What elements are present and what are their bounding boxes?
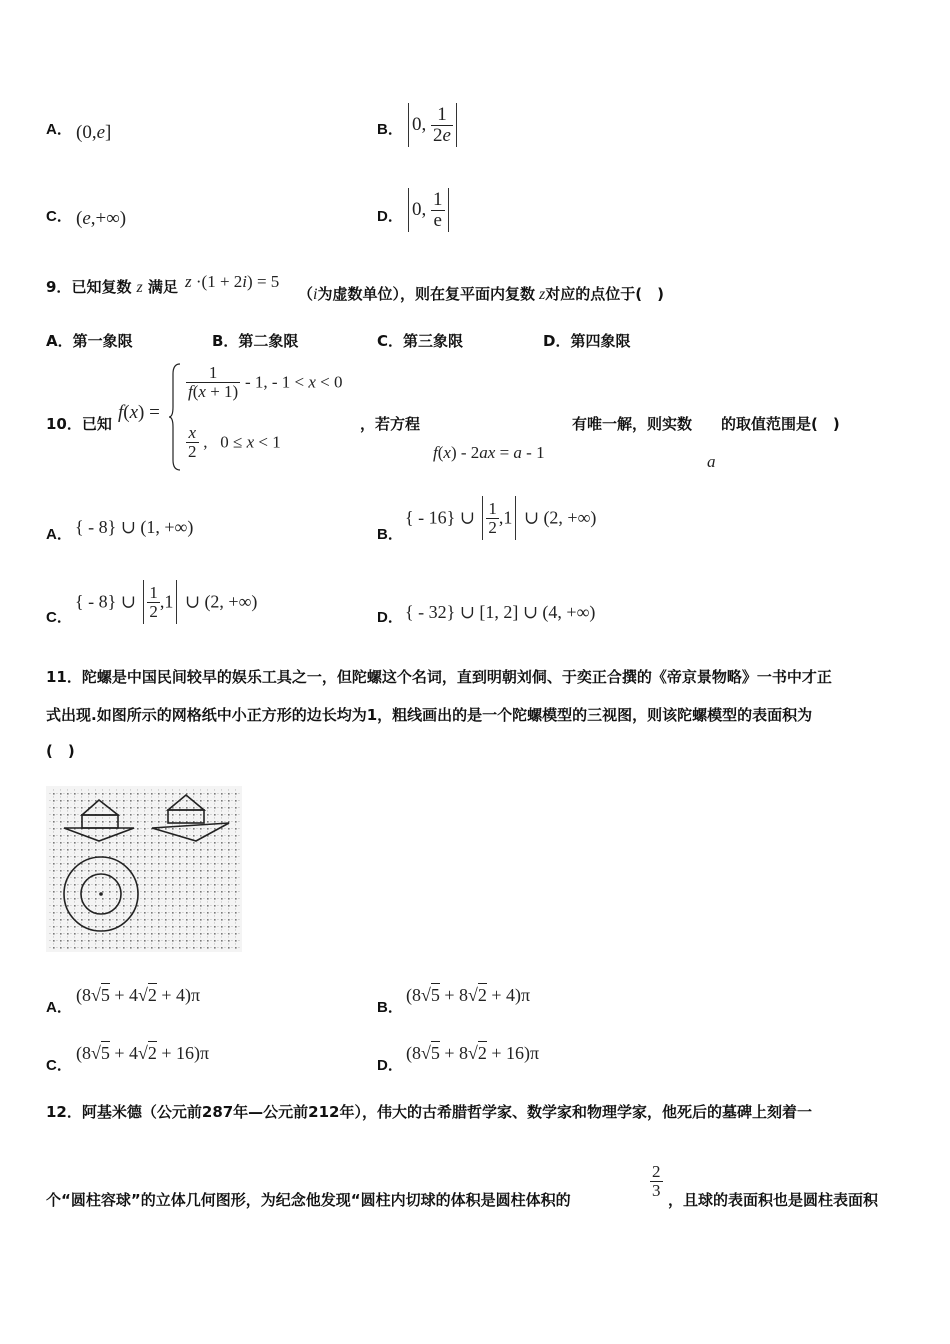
q10-option-b-expr: { - 16} ∪ $\frac{1}{2}$ ,1 ∪ (2, +∞) — [405, 496, 596, 540]
q10-equation: f(x) - 2ax = a - 1 — [433, 443, 545, 462]
q8-option-a[interactable] — [46, 118, 72, 139]
q10-stem-c: 有唯一解，则实数 — [572, 415, 693, 433]
q8-option-c-expr: (e,+∞) — [76, 208, 127, 229]
q12-stem-line1: 12．阿基米德（公元前287年—公元前212年），伟大的古希腊哲学家、数学家和物理学家，他死后的墓碑上刻着一 — [46, 1103, 813, 1121]
q12-stem-line2b: ，且球的表面积也是圆柱表面积 — [668, 1191, 879, 1209]
q10-option-a-expr: { - 8} ∪ (1, +∞) — [75, 517, 194, 537]
q9-stem-tail: （i为虚数单位），则在复平面内复数 z对应的点位于( ) — [298, 285, 664, 303]
q12-fraction: $\frac{2}{3}$ — [652, 1162, 661, 1200]
option-label: D． — [377, 208, 403, 225]
q11-stem-line2: 式出现.如图所示的网格纸中小正方形的边长均为1，粗线画出的是一个陀螺模型的三视图，则该陀螺模型的表面积为 — [46, 706, 813, 724]
piecewise-brace — [168, 362, 182, 472]
q11-option-c[interactable]: C． — [46, 1057, 72, 1074]
q11-option-b-expr: (8√5 + 8√2 + 4)π — [406, 985, 531, 1005]
q11-option-d[interactable]: D． — [377, 1057, 403, 1074]
q11-option-b[interactable]: B． — [377, 999, 403, 1016]
q10-option-c-expr: { - 8} ∪ $\frac{1}{2}$ ,1 ∪ (2, +∞) — [75, 580, 257, 624]
q8-option-c[interactable] — [46, 205, 72, 226]
q8-option-b[interactable] — [377, 118, 403, 139]
q11-option-a-expr: (8√5 + 4√2 + 4)π — [76, 985, 201, 1005]
q9-stem: 9．已知复数 z 满足 — [46, 278, 178, 296]
q10-option-d[interactable]: D． — [377, 609, 403, 626]
question-number: 12． — [46, 1103, 82, 1121]
q10-stem-b: ，若方程 — [360, 415, 421, 433]
option-label: B． — [377, 121, 403, 138]
q11-option-a[interactable]: A． — [46, 999, 72, 1016]
top-three-view-figure — [46, 786, 242, 952]
q10-option-b[interactable]: B． — [377, 526, 403, 543]
q10-option-c[interactable]: C． — [46, 609, 72, 626]
q8-option-d[interactable] — [377, 205, 403, 226]
q9-option-a[interactable]: A．第一象限 — [46, 332, 133, 350]
q11-option-c-expr: (8√5 + 4√2 + 16)π — [76, 1043, 210, 1063]
q9-equation: z ·(1 + 2i) = 5 — [185, 272, 280, 291]
q11-option-d-expr: (8√5 + 8√2 + 16)π — [406, 1043, 540, 1063]
q10-option-a[interactable]: A． — [46, 526, 72, 543]
q9-option-d[interactable]: D．第四象限 — [543, 332, 631, 350]
question-number: 11． — [46, 668, 82, 686]
question-number: 10． — [46, 415, 82, 433]
question-number: 9． — [46, 278, 72, 296]
q11-stem-line1: 11．陀螺是中国民间较早的娱乐工具之一，但陀螺这个名词，直到明朝刘侗、于奕正合撰的《帝京景物略》一书中才正 — [46, 668, 832, 686]
q10-option-d-expr: { - 32} ∪ [1, 2] ∪ (4, +∞) — [405, 602, 596, 622]
q9-option-c[interactable]: C．第三象限 — [377, 332, 464, 350]
option-label: A． — [46, 121, 72, 138]
q10-variable-a: a — [707, 452, 716, 471]
q8-option-d-expr: 0, $\frac{1}{e}$ — [405, 188, 452, 232]
q11-stem-line3: ( ) — [46, 742, 75, 760]
q9-option-b[interactable]: B．第二象限 — [212, 332, 299, 350]
q8-option-a-expr: (0,e] — [76, 122, 112, 143]
q12-stem-line2a: 个“圆柱容球”的立体几何图形，为纪念他发现“圆柱内切球的体积是圆柱体积的 — [46, 1191, 571, 1209]
q8-option-b-expr: 0, $\frac{1}{2e}$ — [405, 103, 460, 147]
q10-stem-d: 的取值范围是( ) — [721, 415, 840, 433]
q10-stem: 10．已知 — [46, 415, 112, 433]
option-label: C． — [46, 208, 72, 225]
